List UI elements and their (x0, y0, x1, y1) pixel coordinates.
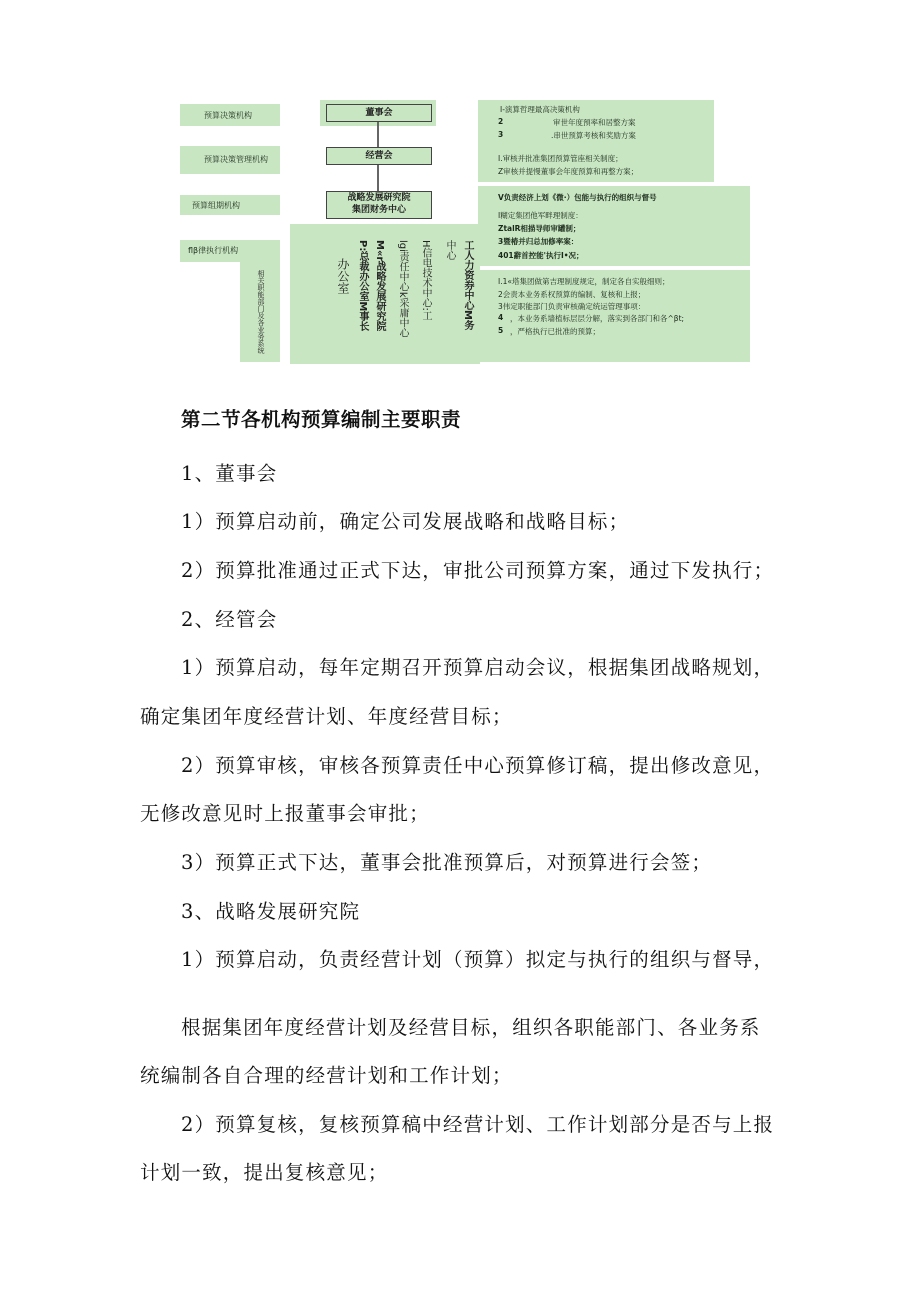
left-label-3: 预算组期机构 (192, 201, 240, 210)
line-7: 2）预算审核，审核各预算责任中心预算修订稿，提出修改意见， (181, 754, 775, 777)
rb1-line-4: I.审核并批准集团预算管座相关制度； (498, 154, 623, 163)
line-4: 2、经管会 (181, 608, 278, 631)
section-title: 第二节各机构预算编制主要职责 (181, 408, 462, 431)
left-vertical-label: 相关职能部门及各业务系统 (257, 270, 265, 354)
rb3-line-5: ，严格执行已批准的预算； (510, 327, 600, 336)
connector-1 (377, 122, 379, 148)
rb1-line-5: Z审核并提慢董事会年度预算和再整方案； (498, 167, 639, 176)
line-11: 1）预算启动，负责经营计划（预算）拟定与执行的组织与督导， (181, 948, 775, 971)
line-12: 根据集团年度经营计划及经营目标，组织各职能部门、各业务系 (181, 1016, 761, 1039)
col-responsibility: lgi责任中心k采庸中心 (397, 240, 408, 338)
line-14: 2）预算复核，复核预算稿中经营计划、工作计划部分是否与上报 (181, 1113, 775, 1136)
line-13: 统编制各自合理的经营计划和工作计划； (140, 1064, 513, 1087)
left-label-4: flβ律执行机构 (188, 246, 239, 255)
rb1-num-2: 2 (498, 117, 504, 126)
box-board: 董事会 (326, 104, 432, 122)
rb3-num-5: 5 (498, 326, 504, 335)
rb2-line-5: 401辭首控能'执行I•况； (498, 251, 584, 260)
rb3-num-4: 4 (498, 313, 504, 322)
rb3-line-2: 2会责本业务系权预算的编制、复核和上报； (498, 290, 646, 299)
org-chart (0, 0, 920, 380)
col-it: H信电技术中心:工 (420, 240, 431, 321)
line-15: 计划一致，提出复核意见； (140, 1161, 389, 1184)
rb2-line-4: 3暨椿并归总加修率案： (498, 237, 579, 246)
rb3-line-4: ，本业务系墙植标层层分解，落实到各部门和各^βt; (510, 314, 685, 323)
rb1-line-1: I-演算哲理最高决策机构 (500, 105, 580, 114)
rb3-line-1: I.1«塔集团做第吉理制度规定，制定各自实般细则； (498, 277, 670, 286)
col-center: 中心 (444, 240, 455, 260)
rb2-line-3: ZtalR相描导师审罐制； (498, 224, 581, 233)
col-president-office: P:总裁办公室M事长 (357, 240, 368, 332)
rb2-line-2: I糊定集团他军畔理制度： (498, 211, 583, 220)
left-label-1: 预算决策机构 (204, 111, 252, 120)
rb2-line-1: V负责经济上划《微·）包能与执行的组织与督号 (498, 193, 657, 202)
line-3: 2）预算批准通过正式下达，审批公司预算方案，通过下发执行； (181, 559, 775, 582)
line-1: 1、董事会 (181, 462, 278, 485)
line-9: 3）预算正式下达，董事会批准预算后，对预算进行会签； (181, 851, 713, 874)
line-5: 1）预算启动，每年定期召开预算启动会议，根据集团战略规划， (181, 656, 775, 679)
left-label-2: 预算决策管理机构 (204, 155, 268, 164)
rb3-line-3: 3伟定职能部门负责审核确定统运管理事项： (498, 302, 646, 311)
line-6: 确定集团年度经营计划、年度经营目标； (140, 705, 513, 728)
line-10: 3、战略发展研究院 (181, 900, 361, 923)
rb1-line-2: 审世年度預率和居整方案 (553, 118, 636, 127)
box-strategy (326, 191, 432, 219)
connector-2 (377, 165, 379, 191)
rb1-line-3: .串世预算考核和奖励方案 (551, 131, 636, 140)
box-finance-label: 集团财务中心 (351, 205, 406, 215)
col-office: 办公室 (336, 258, 350, 294)
box-strategy-label: 战略发展研究院 (347, 193, 411, 203)
line-2: 1）预算启动前，确定公司发展战略和战略目标； (181, 510, 630, 533)
col-strategy: M«r战略发展研究院 (374, 240, 385, 332)
line-8: 无修改意见时上报董事会审批； (140, 802, 430, 825)
rb1-num-3: 3 (498, 130, 504, 139)
col-hr: 工人力资券中心M务 (462, 240, 473, 330)
box-management: 经营会 (326, 147, 432, 165)
